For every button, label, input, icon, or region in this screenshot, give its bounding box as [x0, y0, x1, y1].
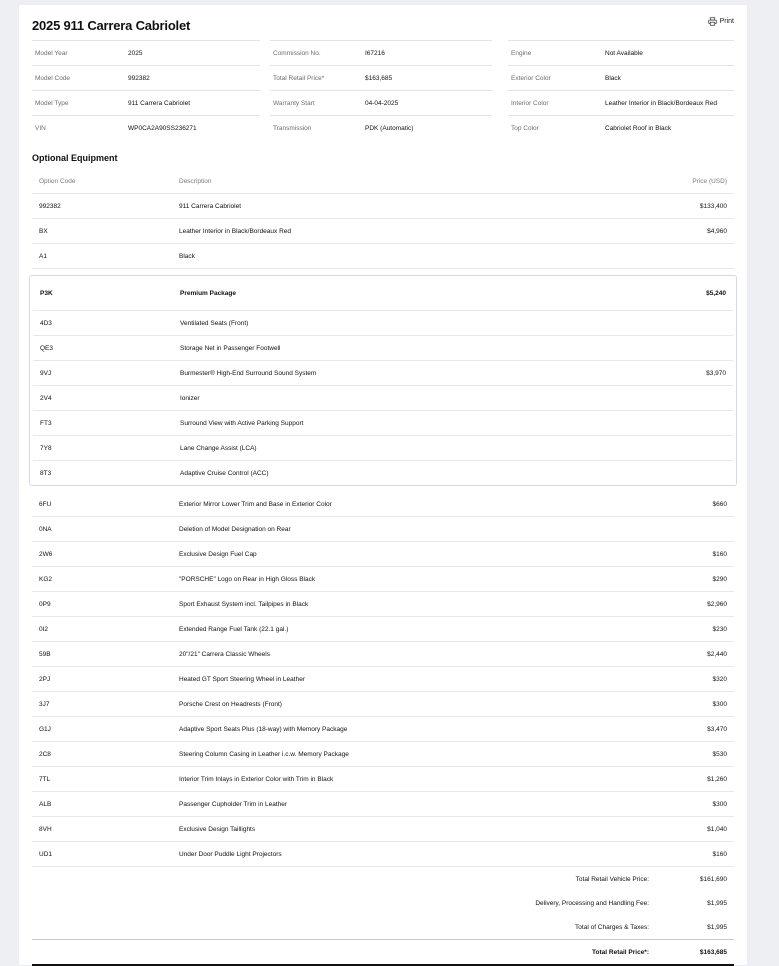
- print-button[interactable]: [708, 17, 734, 26]
- spec-value: 911 Carrera Cabriolet: [128, 99, 191, 107]
- option-description: Surround View with Active Parking Support: [180, 419, 304, 427]
- spec-row: [270, 65, 492, 90]
- option-description: Burmester® High-End Surround Sound System: [180, 369, 317, 377]
- spec-row: [508, 90, 734, 115]
- column-header-price: Price (USD): [692, 177, 727, 185]
- package-item-row: [33, 411, 733, 436]
- option-description: Interior Trim Inlays in Exterior Color with Trim in Black: [179, 775, 334, 783]
- table-header: [32, 169, 734, 194]
- column-header-description: Description: [179, 177, 212, 185]
- option-code: 2C8: [39, 750, 51, 758]
- spec-row: [508, 115, 734, 140]
- option-code: 0I2: [39, 625, 49, 633]
- option-price: $300: [712, 800, 727, 808]
- option-code: ALB: [39, 800, 52, 808]
- option-code: 8T3: [40, 469, 52, 477]
- spec-label: Model Year: [35, 49, 68, 57]
- total-label: Total Retail Price*:: [592, 948, 649, 956]
- option-price: $660: [712, 500, 727, 508]
- spec-row: [270, 90, 492, 115]
- spec-label: Model Code: [35, 74, 71, 82]
- spec-row: [32, 90, 260, 115]
- option-description: Sport Exhaust System incl. Tailpipes in Black: [179, 600, 309, 608]
- printer-icon: [708, 17, 717, 26]
- table-row: [32, 742, 734, 767]
- total-row: [32, 891, 734, 915]
- option-code: 59B: [39, 650, 51, 658]
- option-price: $1,040: [707, 825, 727, 833]
- package-item-row: [33, 361, 733, 386]
- spec-label: Model Type: [35, 99, 69, 107]
- option-code: 2PJ: [39, 675, 51, 683]
- total-row: [32, 867, 734, 891]
- option-code: 7Y8: [40, 444, 52, 452]
- spec-label: Total Retail Price*: [273, 74, 325, 82]
- spec-value: 2025: [128, 49, 143, 57]
- option-price: $320: [712, 675, 727, 683]
- option-price: $3,970: [706, 369, 726, 377]
- spec-value: I67216: [365, 49, 385, 57]
- optional-equipment-title: Optional Equipment: [32, 153, 118, 163]
- option-price: $530: [712, 750, 727, 758]
- spec-label: Engine: [511, 49, 532, 57]
- package-item-row: [33, 311, 733, 336]
- option-code: 7TL: [39, 775, 51, 783]
- option-description: Deletion of Model Designation on Rear: [179, 525, 291, 533]
- spec-label: Warranty Start: [273, 99, 315, 107]
- option-description: Exclusive Design Taillights: [179, 825, 256, 833]
- premium-package-group: [29, 275, 737, 486]
- option-code: BX: [39, 227, 48, 235]
- option-description: Extended Range Fuel Tank (22.1 gal.): [179, 625, 289, 633]
- spec-value: PDK (Automatic): [365, 124, 414, 132]
- table-row: [32, 194, 734, 219]
- option-description: Heated GT Sport Steering Wheel in Leather: [179, 675, 305, 683]
- option-price: $4,960: [707, 227, 727, 235]
- total-row: [32, 915, 734, 939]
- spec-label: Top Color: [511, 124, 539, 132]
- spec-column: [270, 40, 492, 140]
- option-code: UD1: [39, 850, 53, 858]
- spec-row: [32, 65, 260, 90]
- option-code: 8VH: [39, 825, 52, 833]
- spec-value: $163,685: [365, 74, 393, 82]
- option-price: $160: [712, 850, 727, 858]
- option-description: Premium Package: [180, 289, 237, 297]
- table-row: [32, 642, 734, 667]
- package-item-row: [33, 461, 733, 485]
- option-description: Storage Net in Passenger Footwell: [180, 344, 281, 352]
- spec-value: 04-04-2025: [365, 99, 399, 107]
- option-description: Adaptive Cruise Control (ACC): [180, 469, 269, 477]
- table-row: [32, 817, 734, 842]
- table-row: [32, 244, 734, 269]
- spec-value: Leather Interior in Black/Bordeaux Red: [605, 99, 718, 107]
- option-description: 20"/21" Carrera Classic Wheels: [179, 650, 270, 658]
- spec-label: Transmission: [273, 124, 312, 132]
- vehicle-sticker-page: [19, 5, 747, 965]
- table-row: [32, 219, 734, 244]
- spec-label: Interior Color: [511, 99, 549, 107]
- spec-column: [32, 40, 260, 140]
- option-description: "PORSCHE" Logo on Rear in High Gloss Black: [179, 575, 316, 583]
- option-description: 911 Carrera Cabriolet: [179, 202, 242, 210]
- total-retail-price-row: [32, 939, 734, 966]
- spec-row: [32, 40, 260, 65]
- option-code: P3K: [40, 289, 53, 297]
- table-row: [32, 517, 734, 542]
- option-code: 0P9: [39, 600, 51, 608]
- spec-value: WP0CA2A90SS236271: [128, 124, 197, 132]
- spec-row: [32, 115, 260, 140]
- table-row: [32, 567, 734, 592]
- total-value: $1,995: [707, 899, 727, 907]
- option-price: $2,440: [707, 650, 727, 658]
- table-row: [32, 542, 734, 567]
- total-label: Delivery, Processing and Handling Fee:: [535, 899, 649, 907]
- spec-row: [508, 40, 734, 65]
- table-row: [32, 767, 734, 792]
- option-description: Adaptive Sport Seats Plus (18-way) with Memory Package: [179, 725, 348, 733]
- total-value: $161,690: [699, 875, 727, 883]
- option-description: Leather Interior in Black/Bordeaux Red: [179, 227, 292, 235]
- spec-value: Black: [605, 74, 621, 82]
- option-price: $1,260: [707, 775, 727, 783]
- page-title: 2025 911 Carrera Cabriolet: [32, 18, 191, 33]
- option-code: 9VJ: [40, 369, 52, 377]
- option-price: $5,240: [706, 289, 726, 297]
- table-row: [32, 617, 734, 642]
- option-code: 6FU: [39, 500, 52, 508]
- option-price: $160: [712, 550, 727, 558]
- spec-row: [270, 115, 492, 140]
- option-code: G1J: [39, 725, 51, 733]
- option-price: $300: [712, 700, 727, 708]
- spec-row: [270, 40, 492, 65]
- option-description: Lane Change Assist (LCA): [180, 444, 257, 452]
- option-description: Ventilated Seats (Front): [180, 319, 249, 327]
- column-header-code: Option Code: [39, 177, 76, 185]
- spec-value: Cabriolet Roof in Black: [605, 124, 672, 132]
- table-row: [32, 792, 734, 817]
- spec-label: Commission No.: [273, 49, 321, 57]
- table-row: [32, 492, 734, 517]
- spec-row: [508, 65, 734, 90]
- table-row: [32, 592, 734, 617]
- option-description: Ionizer: [180, 394, 200, 402]
- package-header-row: [33, 276, 733, 311]
- option-code: KG2: [39, 575, 53, 583]
- option-description: Steering Column Casing in Leather i.c.w. Memory Package: [179, 750, 349, 758]
- option-description: Passenger Cupholder Trim in Leather: [179, 800, 288, 808]
- table-row: [32, 842, 734, 867]
- table-row: [32, 717, 734, 742]
- spec-value: Not Available: [605, 49, 643, 57]
- option-description: Under Door Puddle Light Projectors: [179, 850, 282, 858]
- option-description: Exclusive Design Fuel Cap: [179, 550, 257, 558]
- option-code: 2V4: [40, 394, 52, 402]
- option-description: Exterior Mirror Lower Trim and Base in Exterior Color: [179, 500, 332, 508]
- price-totals: [32, 867, 734, 966]
- option-code: 0NA: [39, 525, 52, 533]
- table-row: [32, 667, 734, 692]
- spec-column: [508, 40, 734, 140]
- option-price: $230: [712, 625, 727, 633]
- option-code: A1: [39, 252, 47, 260]
- option-code: 4D3: [40, 319, 52, 327]
- spec-label: VIN: [35, 124, 46, 132]
- package-item-row: [33, 336, 733, 361]
- option-description: Black: [179, 252, 195, 260]
- table-row: [32, 692, 734, 717]
- option-price: $133,400: [699, 202, 727, 210]
- package-item-row: [33, 386, 733, 411]
- option-description: Porsche Crest on Headrests (Front): [179, 700, 282, 708]
- total-label: Total Retail Vehicle Price:: [575, 875, 649, 883]
- total-value: $1,995: [707, 923, 727, 931]
- spec-value: 992382: [128, 74, 150, 82]
- option-price: $2,960: [707, 600, 727, 608]
- total-label: Total of Charges & Taxes:: [575, 923, 649, 931]
- option-code: 992382: [39, 202, 61, 210]
- spec-label: Exterior Color: [511, 74, 551, 82]
- package-item-row: [33, 436, 733, 461]
- option-code: QE3: [40, 344, 54, 352]
- total-value: $163,685: [699, 948, 727, 956]
- optional-equipment-table: [32, 169, 734, 867]
- option-code: FT3: [40, 419, 52, 427]
- option-price: $290: [712, 575, 727, 583]
- option-price: $3,470: [707, 725, 727, 733]
- option-code: 3J7: [39, 700, 50, 708]
- option-code: 2W6: [39, 550, 53, 558]
- print-label: Print: [719, 18, 734, 25]
